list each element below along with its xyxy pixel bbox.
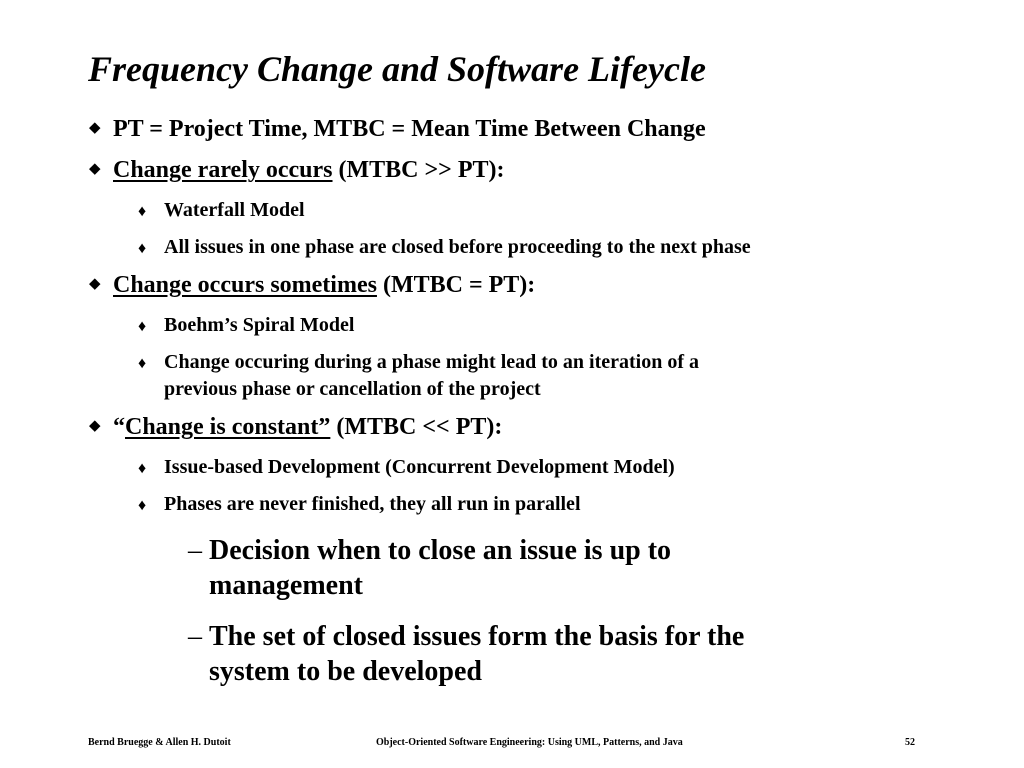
sub-sub-bullet-item xyxy=(188,533,672,603)
bullet-text: PT = Project Time, MTBC = Mean Time Between Change xyxy=(113,116,706,142)
small-diamond-bullet-icon: ♦ xyxy=(138,460,147,477)
dash-bullet-icon: – xyxy=(188,621,202,652)
bullet-item xyxy=(89,157,505,184)
small-diamond-bullet-icon: ♦ xyxy=(138,318,147,335)
sub-bullet-item xyxy=(138,312,355,339)
sub-bullet-text: All issues in one phase are closed before proceeding to the next phase xyxy=(164,236,751,258)
diamond-bullet-icon: ◆ xyxy=(89,120,101,136)
sub-bullet-text-line: Change occuring during a phase might lead to an iteration of a xyxy=(164,351,700,373)
sub-bullet-item xyxy=(138,234,751,261)
diamond-bullet-icon: ◆ xyxy=(89,161,101,177)
bullet-item xyxy=(89,272,536,299)
small-diamond-bullet-icon: ♦ xyxy=(138,203,147,220)
sub-sub-bullet-text-line: The set of closed issues form the basis for the xyxy=(209,621,745,652)
bullet-text-underlined: Change rarely occurs xyxy=(113,157,333,183)
diamond-bullet-icon: ◆ xyxy=(89,276,101,292)
sub-bullet-item xyxy=(138,491,581,518)
footer-page-number: 52 xyxy=(905,737,915,748)
sub-bullet-item xyxy=(138,197,305,224)
bullet-text-underlined: Change is constant” xyxy=(125,414,331,440)
diamond-bullet-icon: ◆ xyxy=(89,418,101,434)
dash-bullet-icon: – xyxy=(188,535,202,566)
small-diamond-bullet-icon: ♦ xyxy=(138,355,147,372)
bullet-text: (MTBC >> PT): xyxy=(332,157,505,183)
small-diamond-bullet-icon: ♦ xyxy=(138,240,147,257)
sub-bullet-item xyxy=(138,454,675,481)
sub-bullet-text: Issue-based Development (Concurrent Development Model) xyxy=(164,456,675,478)
bullet-text: “ xyxy=(113,414,125,440)
sub-bullet-text: Waterfall Model xyxy=(164,199,305,221)
sub-sub-bullet-item xyxy=(188,619,745,689)
bullet-item xyxy=(89,116,706,143)
small-diamond-bullet-icon: ♦ xyxy=(138,497,147,514)
footer-book-title: Object-Oriented Software Engineering: Using UML, Patterns, and Java xyxy=(376,737,683,748)
bullet-item xyxy=(89,414,503,441)
footer-authors: Bernd Bruegge & Allen H. Dutoit xyxy=(88,737,231,748)
sub-sub-bullet-text-line: system to be developed xyxy=(209,656,482,687)
bullet-text: (MTBC = PT): xyxy=(376,272,536,298)
sub-bullet-item xyxy=(138,349,700,403)
sub-bullet-text-line: previous phase or cancellation of the project xyxy=(164,378,541,400)
sub-bullet-text: Phases are never finished, they all run in parallel xyxy=(164,493,581,515)
slide-title: Frequency Change and Software Lifeycle xyxy=(88,49,706,89)
bullet-text-underlined: Change occurs sometimes xyxy=(113,272,377,298)
sub-sub-bullet-text-line: management xyxy=(209,570,363,601)
sub-bullet-text: Boehm’s Spiral Model xyxy=(164,314,355,336)
bullet-text: (MTBC << PT): xyxy=(330,414,503,440)
sub-sub-bullet-text-line: Decision when to close an issue is up to xyxy=(209,535,672,566)
